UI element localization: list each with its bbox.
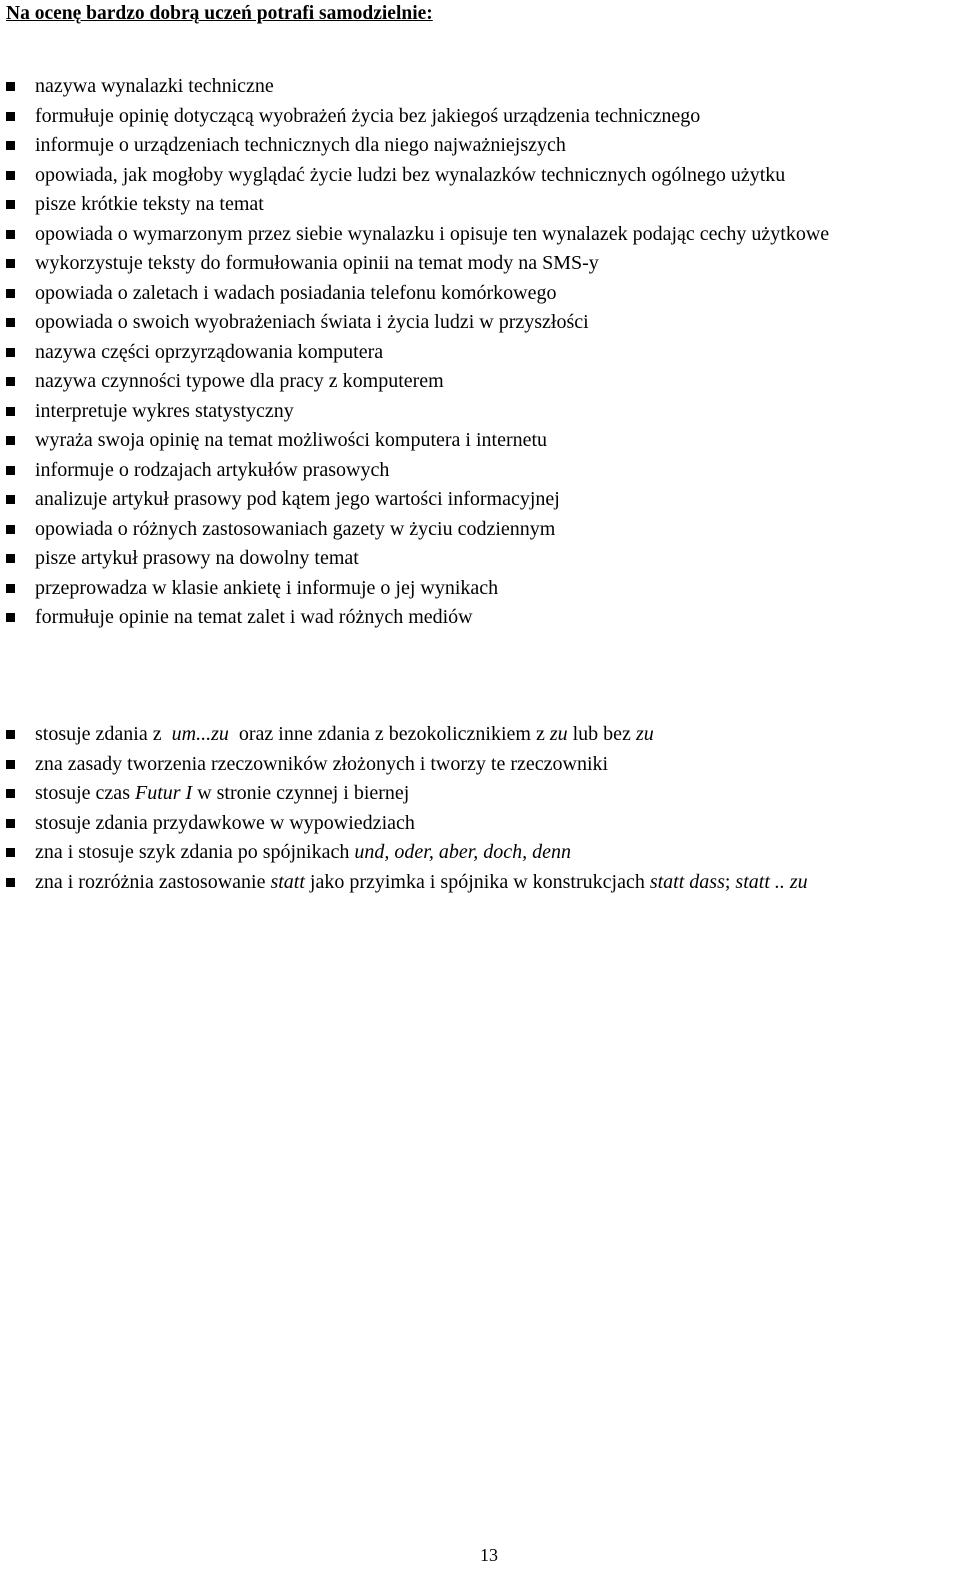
page-title: Na ocenę bardzo dobrą uczeń potrafi samodzielnie: <box>6 3 433 24</box>
list-item-text: opowiada o wymarzonym przez siebie wynalazku i opisuje ten wynalazek podając cechy użytkowe <box>35 222 830 245</box>
list-item-term: statt <box>270 870 305 893</box>
square-bullet-icon <box>6 554 15 563</box>
list-item <box>0 397 960 427</box>
square-bullet-icon <box>6 141 15 150</box>
list-item <box>0 574 960 604</box>
list-item <box>0 456 960 486</box>
list-item-term: Futur I <box>134 782 193 804</box>
list-item-term: und, oder, aber, doch, denn <box>354 841 572 863</box>
list-item-text: stosuje zdania z <box>35 723 172 745</box>
list-item-text: opowiada o różnych zastosowaniach gazety w życiu codziennym <box>35 517 556 540</box>
list-item <box>0 72 960 102</box>
list-item-term: statt .. zu <box>735 870 808 893</box>
list-item-text: opowiada o swoich wyobrażeniach świata i życia ludzi w przyszłości <box>35 311 589 333</box>
list-item <box>0 190 960 220</box>
list-item-text: pisze krótkie teksty na temat <box>35 193 264 215</box>
square-bullet-icon <box>6 348 15 357</box>
square-bullet-icon <box>6 377 15 386</box>
skills-list-general <box>0 72 960 633</box>
square-bullet-icon <box>6 436 15 445</box>
list-item-text: analizuje artykuł prasowy pod kątem jego wartości informacyjnej <box>35 488 560 510</box>
square-bullet-icon <box>6 760 15 769</box>
square-bullet-icon <box>6 848 15 857</box>
square-bullet-icon <box>6 230 15 239</box>
square-bullet-icon <box>6 525 15 534</box>
list-item-text: wykorzystuje teksty do formułowania opinii na temat mody na SMS-y <box>35 252 599 274</box>
list-item-text: wyraża swoja opinię na temat możliwości komputera i internetu <box>35 429 548 451</box>
list-item-text: stosuje czas <box>35 782 135 804</box>
list-item <box>0 338 960 368</box>
list-item <box>0 515 960 545</box>
square-bullet-icon <box>6 466 15 475</box>
list-item-text: lub bez <box>567 723 636 745</box>
list-item <box>0 750 960 780</box>
list-item-text: informuje o rodzajach artykułów prasowych <box>35 458 390 481</box>
square-bullet-icon <box>6 318 15 327</box>
list-item <box>0 779 960 809</box>
list-item-text: zna zasady tworzenia rzeczowników złożonych i tworzy te rzeczowniki <box>35 752 609 775</box>
list-item-text: formułuje opinię dotyczącą wyobrażeń życia bez jakiegoś urządzenia technicznego <box>35 104 701 127</box>
list-item <box>0 809 960 839</box>
list-item-text: stosuje zdania przydawkowe w wypowiedziach <box>35 811 415 834</box>
square-bullet-icon <box>6 789 15 798</box>
list-item <box>0 603 960 633</box>
list-item-text: pisze artykuł prasowy na dowolny temat <box>35 547 359 569</box>
square-bullet-icon <box>6 878 15 887</box>
list-item-text: interpretuje wykres statystyczny <box>35 399 294 422</box>
list-item <box>0 485 960 515</box>
square-bullet-icon <box>6 112 15 121</box>
list-item <box>0 102 960 132</box>
list-item-text: zna i rozróżnia zastosowanie <box>35 870 271 893</box>
list-item-text: nazywa części oprzyrządowania komputera <box>35 340 384 363</box>
square-bullet-icon <box>6 495 15 504</box>
list-item <box>0 426 960 456</box>
square-bullet-icon <box>6 82 15 91</box>
page-number: 13 <box>480 1545 498 1565</box>
list-item <box>0 367 960 397</box>
list-item-text: zna i stosuje szyk zdania po spójnikach <box>35 841 355 863</box>
list-item-term: statt dass <box>649 870 725 893</box>
list-item-text: w stronie czynnej i biernej <box>192 782 410 804</box>
square-bullet-icon <box>6 200 15 209</box>
list-item <box>0 249 960 279</box>
list-item-text: przeprowadza w klasie ankietę i informuje o jej wynikach <box>35 576 499 599</box>
list-item-text: nazywa czynności typowe dla pracy z komputerem <box>35 370 444 392</box>
square-bullet-icon <box>6 584 15 593</box>
list-item-term: zu <box>635 723 654 745</box>
square-bullet-icon <box>6 819 15 828</box>
skills-list-grammar <box>0 720 960 897</box>
list-item-text: jako przyimka i spójnika w konstrukcjach <box>304 870 650 893</box>
square-bullet-icon <box>6 171 15 180</box>
square-bullet-icon <box>6 407 15 416</box>
list-item-text: oraz inne zdania z bezokolicznikiem z <box>228 723 550 745</box>
list-item <box>0 279 960 309</box>
list-item <box>0 868 960 898</box>
list-item <box>0 720 960 750</box>
list-item <box>0 131 960 161</box>
square-bullet-icon <box>6 730 15 739</box>
list-item-text: opowiada o zaletach i wadach posiadania telefonu komórkowego <box>35 281 557 304</box>
square-bullet-icon <box>6 259 15 268</box>
list-item <box>0 161 960 191</box>
square-bullet-icon <box>6 289 15 298</box>
list-item-text: formułuje opinie na temat zalet i wad różnych mediów <box>35 606 473 628</box>
square-bullet-icon <box>6 613 15 622</box>
list-item-term: um...zu <box>171 723 229 745</box>
list-item-term: zu <box>549 723 568 745</box>
list-item-text: ; <box>724 870 736 893</box>
list-item <box>0 220 960 250</box>
list-item-text: informuje o urządzeniach technicznych dla niego najważniejszych <box>35 134 566 156</box>
list-item-text: nazywa wynalazki techniczne <box>35 75 274 97</box>
list-item-text: opowiada, jak mogłoby wyglądać życie ludzi bez wynalazków technicznych ogólnego użytku <box>35 163 786 186</box>
list-item <box>0 544 960 574</box>
list-item <box>0 838 960 868</box>
list-item <box>0 308 960 338</box>
